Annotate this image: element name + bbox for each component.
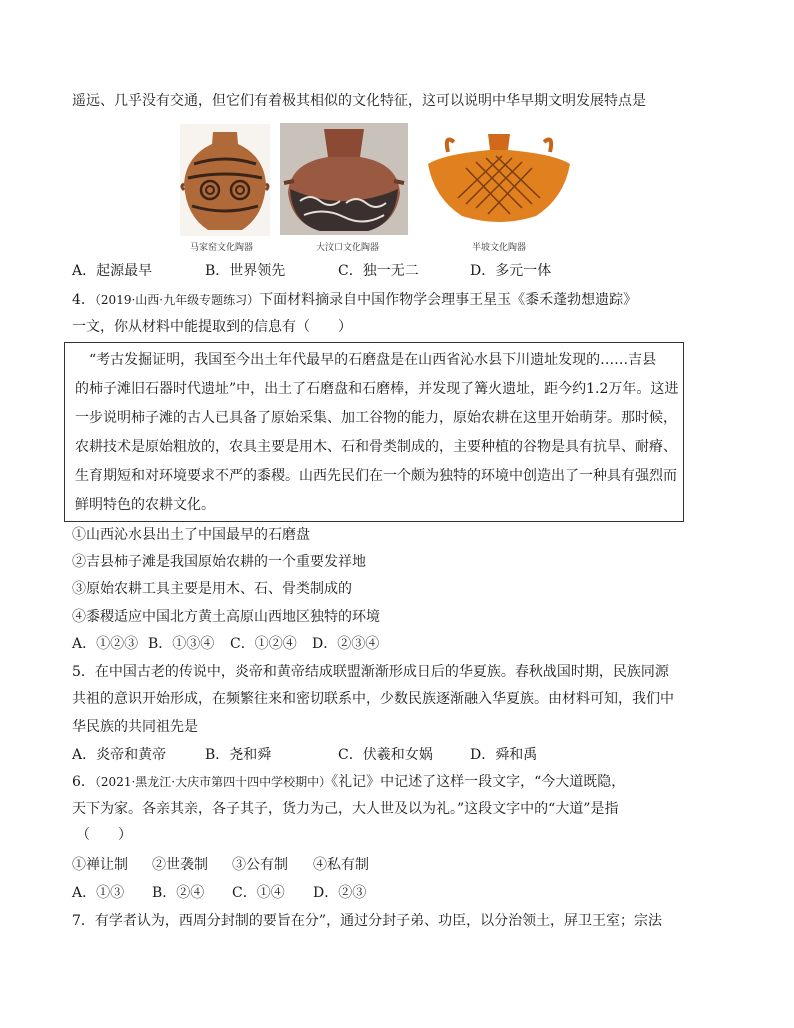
question-text: 下面材料摘录自中国作物学会理事王星玉《黍禾蓬勃想遗踪》 xyxy=(259,292,638,308)
question-7-stem: 7．有学者认为，西周分封制的要旨在分”，通过分封子弟、功臣，以分治领土，屏卫王室；宗法 xyxy=(72,913,663,929)
option-a[interactable]: A．①③ xyxy=(72,885,125,901)
option-b[interactable]: B．①③④ xyxy=(148,636,215,652)
material-line: 一步说明柿子滩的古人已具备了原始采集、加工谷物的能力，原始农耕在这里开始萌芽。那时候， xyxy=(75,410,677,426)
statement: ④私有制 xyxy=(313,857,369,873)
statement-3: ③原始农耕工具主要是用木、石、骨类制成的 xyxy=(72,581,352,597)
banpo-pottery-icon xyxy=(424,128,574,228)
option-d[interactable]: D．②③④ xyxy=(312,636,380,652)
option-c[interactable]: C．①④ xyxy=(232,885,285,901)
question-5-stem: 5．在中国古老的传说中，炎帝和黄帝结成联盟渐渐形成日后的华夏族。春秋战国时期，民族同源 xyxy=(72,664,669,680)
option-b[interactable]: B．世界领先 xyxy=(205,263,286,279)
statement: ③公有制 xyxy=(232,857,288,873)
statement: ①禅让制 xyxy=(72,857,128,873)
question-4-stem-line2: 一文，你从材料中能提取到的信息有（ ） xyxy=(72,319,352,335)
question-source: （2021·黑龙江·大庆市第四十四中学校期中） xyxy=(94,775,332,789)
option-b[interactable]: B．尧和舜 xyxy=(205,747,272,763)
option-a[interactable]: A．①②③ xyxy=(72,636,139,652)
question-6-stem xyxy=(72,773,625,791)
option-c[interactable]: C．伏羲和女娲 xyxy=(338,747,433,763)
option-d[interactable]: D．多元一体 xyxy=(470,263,552,279)
majiayao-pottery-icon xyxy=(180,124,270,236)
question-source: （2019·山西·九年级专题练习） xyxy=(94,293,260,307)
question-number: 4． xyxy=(72,292,95,308)
pottery-caption: 马家窑文化陶器 xyxy=(190,243,254,253)
material-line: 鲜明特色的农耕文化。 xyxy=(75,497,215,513)
question-4-stem xyxy=(72,291,637,309)
answer-blank: （ ） xyxy=(76,827,132,843)
material-line: “考古发掘证明，我国至今出土年代最早的石磨盘是在山西省沁水县下川遗址发现的……吉县 xyxy=(89,352,657,368)
option-d[interactable]: D．舜和禹 xyxy=(470,747,538,763)
question-5-stem-line3: 华民族的共同祖先是 xyxy=(72,719,198,735)
question-5-stem-line2: 共祖的意识开始形成，在频繁往来和密切联系中，少数民族逐渐融入华夏族。由材料可知，我们中 xyxy=(72,691,674,707)
pottery-caption: 大汶口文化陶器 xyxy=(316,243,380,253)
material-line: 生育期短和对环境要求不严的黍稷。山西先民们在一个颇为独特的环境中创造出了一种具有强烈而 xyxy=(75,468,677,484)
dawenkou-pottery-icon xyxy=(280,123,408,235)
statement-1: ①山西沁水县出土了中国最早的石磨盘 xyxy=(72,527,310,543)
pottery-caption: 半坡文化陶器 xyxy=(472,243,527,253)
question-text: 《礼记》中记述了这样一段文字，“今大道既隐， xyxy=(331,774,626,790)
material-line: 的柿子滩旧石器时代遗址”中，出土了石磨盘和石磨棒，并发现了篝火遗址，距今约1.2万年。这进 xyxy=(75,381,679,397)
question-number: 6． xyxy=(72,774,95,790)
statement-4: ④黍稷适应中国北方黄土高原山西地区独特的环境 xyxy=(72,609,380,625)
question-3-stem-end: 遥远、几乎没有交通，但它们有着极其相似的文化特征，这可以说明中华早期文明发展特点是 xyxy=(72,93,646,109)
option-d[interactable]: D．②③ xyxy=(313,885,367,901)
statement: ②世袭制 xyxy=(152,857,208,873)
question-6-stem-line2: 天下为家。各亲其亲，各子其子，货力为己，大人世及以为礼。”这段文字中的“大道”是指 xyxy=(72,801,619,817)
option-c[interactable]: C．①②④ xyxy=(230,636,297,652)
statement-2: ②吉县柿子滩是我国原始农耕的一个重要发祥地 xyxy=(72,554,366,570)
material-box xyxy=(64,342,684,522)
option-b[interactable]: B．②④ xyxy=(152,885,205,901)
option-a[interactable]: A．起源最早 xyxy=(72,263,153,279)
option-a[interactable]: A．炎帝和黄帝 xyxy=(72,747,167,763)
material-line: 农耕技术是原始粗放的，农具主要是用木、石和骨类制成的，主要种植的谷物是具有抗旱、耐瘠、 xyxy=(75,439,677,455)
option-c[interactable]: C．独一无二 xyxy=(338,263,419,279)
